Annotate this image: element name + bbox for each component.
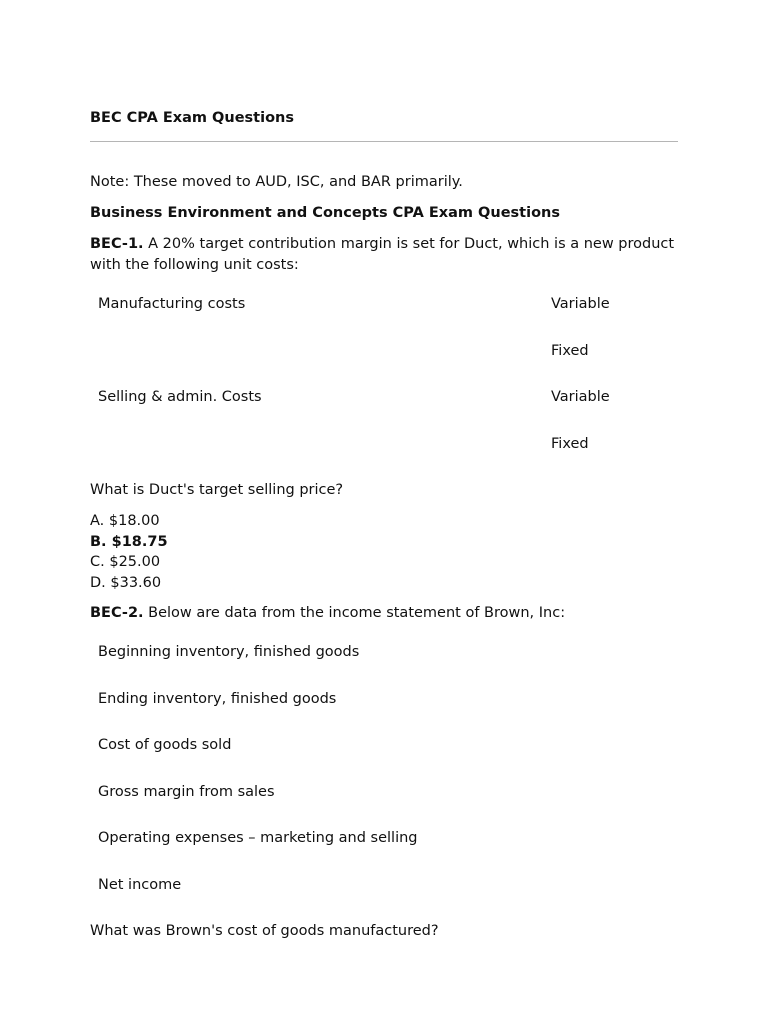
table-row [90, 642, 678, 689]
answer-choice-c: C. $25.00 [90, 554, 161, 570]
cost-label: Selling & admin. Costs [98, 389, 262, 405]
table-row [90, 735, 678, 782]
table-row [90, 828, 678, 875]
income-row-label: Gross margin from sales [98, 783, 275, 800]
page-title: BEC CPA Exam Questions [90, 110, 294, 126]
section-heading: Business Environment and Concepts CPA Exam Questions [90, 205, 560, 221]
answer-choices [90, 511, 678, 593]
cost-label [90, 341, 551, 388]
table-row [90, 689, 678, 736]
title-divider [90, 141, 678, 142]
income-row-label: Ending inventory, finished goods [98, 690, 337, 707]
question-bec-2 [90, 603, 678, 624]
question-text: A 20% target contribution margin is set for Duct, which is a new product with the following unit costs: [90, 236, 675, 273]
answer-choice-d: D. $33.60 [90, 574, 162, 591]
cost-label: Manufacturing costs [98, 296, 246, 312]
table-row [90, 294, 678, 341]
income-row-label: Beginning inventory, finished goods [98, 644, 360, 660]
income-row-label: Cost of goods sold [98, 737, 232, 753]
table-row [90, 782, 678, 829]
question-prompt: What was Brown's cost of goods manufactured? [90, 923, 439, 939]
document-content [90, 108, 678, 942]
question-id: BEC-2. [90, 605, 144, 621]
cost-type: Fixed [551, 342, 589, 359]
cost-type: Fixed [551, 435, 589, 452]
question-bec-1 [90, 234, 678, 276]
question-text: Below are data from the income statement of Brown, Inc: [143, 605, 566, 621]
income-statement-table [90, 642, 678, 921]
income-row-label: Operating expenses – marketing and selling [98, 830, 418, 846]
answer-choice-b: B. $18.75 [90, 533, 168, 550]
cost-type: Variable [551, 296, 610, 312]
income-row-label: Net income [98, 876, 182, 893]
unit-costs-table [90, 294, 678, 480]
question-id: BEC-1. [90, 236, 144, 252]
table-row [90, 434, 678, 481]
table-row [90, 875, 678, 922]
answer-choice-a: A. $18.00 [90, 513, 160, 529]
cost-label [90, 434, 551, 481]
question-prompt: What is Duct's target selling price? [90, 482, 344, 498]
cost-type: Variable [551, 389, 610, 405]
note-text: Note: These moved to AUD, ISC, and BAR primarily. [90, 174, 463, 190]
table-row [90, 341, 678, 388]
table-row [90, 387, 678, 434]
